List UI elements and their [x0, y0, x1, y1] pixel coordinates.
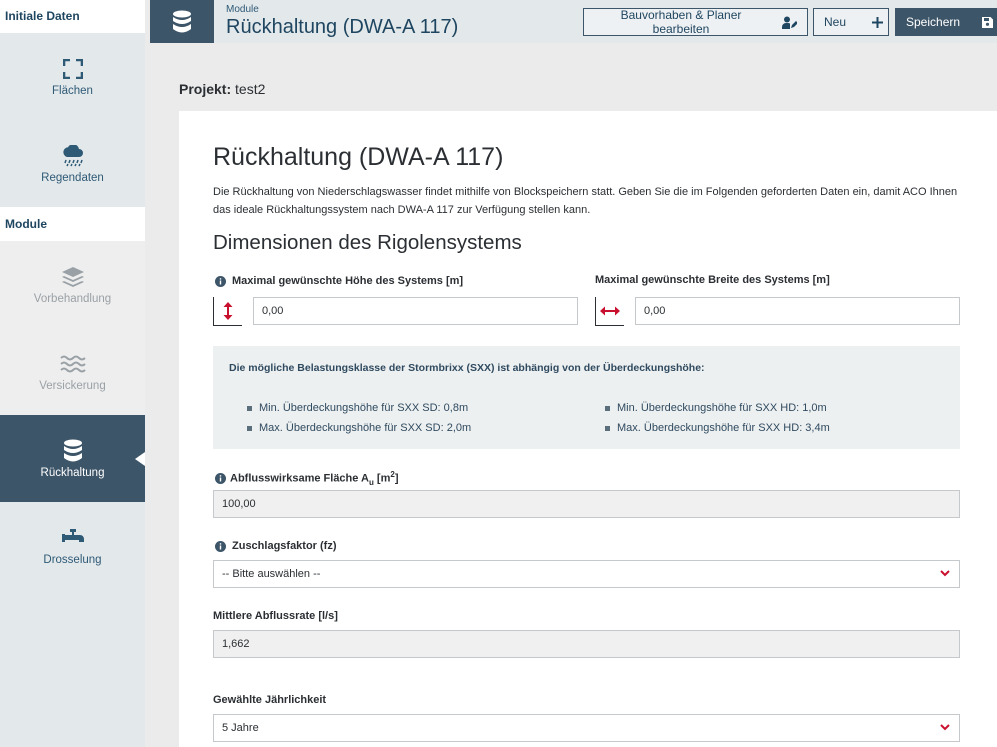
sidebar-item-label: Flächen [52, 85, 93, 97]
sidebar-heading-initial: Initiale Daten [0, 0, 145, 33]
sidebar-item-rueckhaltung[interactable] [0, 415, 145, 502]
sidebar-item-vorbehandlung[interactable] [0, 241, 145, 328]
section-title: Dimensionen des Rigolensystems [213, 231, 522, 254]
database-icon [63, 438, 83, 464]
database-icon [150, 0, 214, 43]
project-line [179, 81, 265, 97]
info-box-item: Min. Überdeckungshöhe für SXX SD: 0,8m [247, 402, 468, 414]
rate-label: Mittlere Abflussrate [l/s] [213, 610, 338, 622]
height-label-text: Maximal gewünschte Höhe des Systems [m] [232, 275, 464, 287]
vertical-arrow-icon [213, 297, 242, 326]
sidebar-item-label: Versickerung [39, 380, 106, 392]
sidebar-item-versickerung[interactable] [0, 328, 145, 415]
area-label-text: Abflusswirksame Fläche $A_u$ $[m^2]$ [230, 470, 399, 487]
new-button[interactable] [813, 8, 889, 36]
info-icon[interactable] [215, 473, 226, 484]
page-title: Rückhaltung (DWA-A 117) [226, 16, 459, 38]
coverage-info-box [213, 346, 960, 449]
chevron-down-icon [940, 570, 950, 577]
frequency-select-value: 5 Jahre [222, 722, 259, 734]
main-area [150, 43, 997, 747]
project-label: Projekt: [179, 81, 232, 97]
chevron-down-icon [940, 724, 950, 731]
factor-label [215, 540, 337, 552]
height-label [215, 275, 463, 287]
breadcrumb-section: Module [226, 4, 259, 15]
sidebar-item-label: Rückhaltung [40, 467, 105, 479]
floppy-disk-icon [982, 17, 993, 28]
sidebar-item-label: Drosselung [43, 554, 102, 566]
info-icon[interactable] [215, 541, 226, 552]
area-input[interactable]: 100,00 [213, 490, 960, 518]
content-title: Rückhaltung (DWA-A 117) [213, 143, 504, 171]
sidebar-heading-modules: Module [0, 207, 145, 241]
new-label: Neu [824, 15, 847, 29]
sidebar-item-drosselung[interactable] [0, 502, 145, 589]
factor-select[interactable] [213, 560, 960, 588]
factor-select-value: -- Bitte auswählen -- [222, 568, 321, 580]
project-name: test2 [235, 81, 266, 97]
content-card [179, 111, 997, 747]
sidebar [0, 0, 145, 747]
save-label: Speichern [906, 15, 961, 29]
rain-cloud-icon [61, 143, 85, 169]
plus-icon [872, 17, 883, 28]
sidebar-filler [0, 589, 145, 747]
sidebar-item-label: Regendaten [41, 172, 104, 184]
sidebar-item-regendaten[interactable] [0, 120, 145, 207]
info-box-item: Max. Überdeckungshöhe für SXX SD: 2,0m [247, 422, 471, 434]
expand-icon [63, 56, 83, 82]
faucet-icon [61, 525, 85, 551]
info-box-item: Min. Überdeckungshöhe für SXX HD: 1,0m [605, 402, 827, 414]
sidebar-item-label: Vorbehandlung [33, 293, 112, 305]
save-button[interactable] [895, 8, 997, 36]
width-input[interactable]: 0,00 [635, 297, 960, 325]
horizontal-arrow-icon [595, 297, 624, 326]
width-label: Maximal gewünschte Breite des Systems [m] [595, 274, 830, 286]
layers-icon [61, 264, 85, 290]
edit-project-label: Bauvorhaben & Planer bearbeiten [620, 8, 742, 36]
area-label [215, 470, 399, 487]
waves-icon [60, 351, 86, 377]
sidebar-item-flaechen[interactable] [0, 33, 145, 120]
sidebar-group-modules [0, 241, 145, 747]
info-box-item: Max. Überdeckungshöhe für SXX HD: 3,4m [605, 422, 830, 434]
top-bar [150, 0, 997, 43]
edit-project-button[interactable] [583, 8, 808, 36]
frequency-label: Gewählte Jährlichkeit [213, 694, 327, 706]
info-box-title: Die mögliche Belastungsklasse der Stormbrixx (SXX) ist abhängig von der Überdeckungshöhe: [229, 362, 705, 374]
sidebar-group-initial [0, 33, 145, 207]
content-description: Die Rückhaltung von Niederschlagswasser findet mithilfe von Blockspeichern statt. Geben Sie die im Folgenden geforderten Daten ein, damit ACO Ihnen das ideale Rückhaltungssystem nach DWA-A 117 zur Verfügung stellen kann. [213, 186, 958, 216]
info-icon[interactable] [215, 276, 226, 287]
user-edit-icon [782, 16, 797, 29]
frequency-select[interactable] [213, 714, 960, 742]
height-input[interactable]: 0,00 [253, 297, 578, 325]
rate-input[interactable]: 1,662 [213, 630, 960, 658]
factor-label-text: Zuschlagsfaktor (fz) [232, 540, 337, 552]
